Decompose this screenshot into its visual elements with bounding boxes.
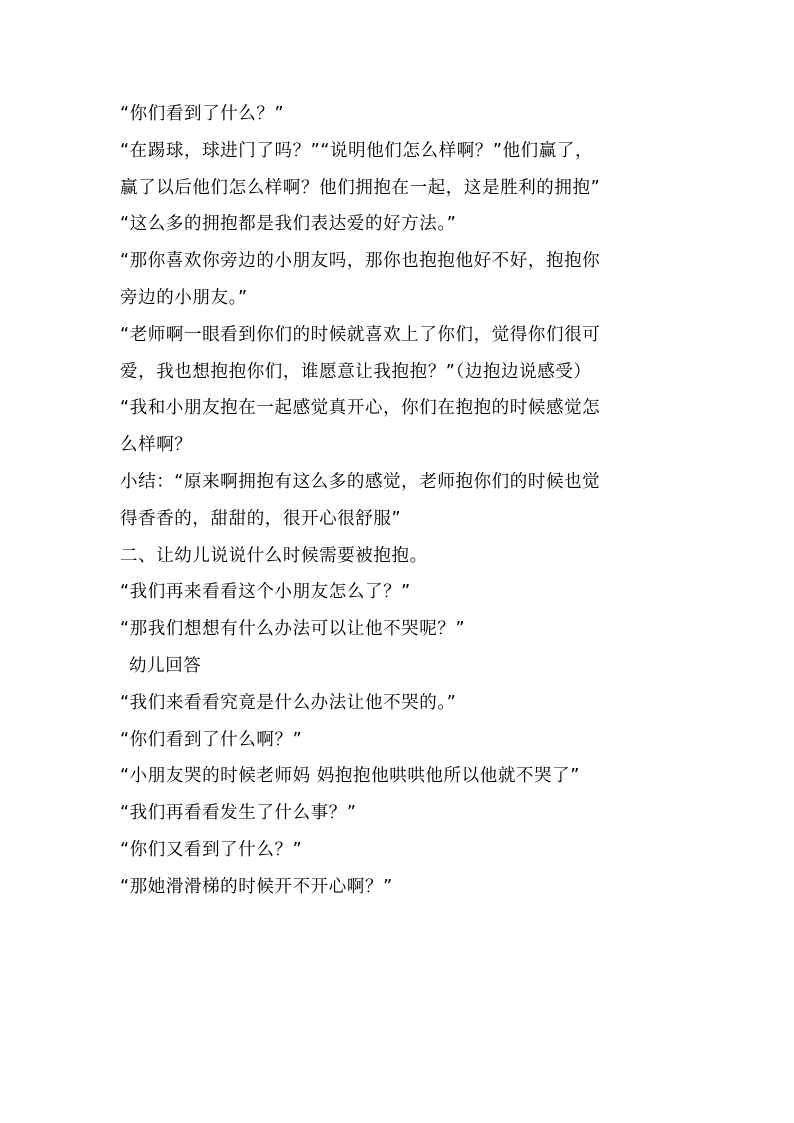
text-line: “那你喜欢你旁边的小朋友吗，那你也抱抱他好不好，抱抱你 [120,251,601,272]
text-line: “我们来看看究竟是什么办法让他不哭的。” [120,692,457,713]
text-line: “我们再来看看这个小朋友怎么了？” [120,582,411,603]
text-line: “那我们想想有什么办法可以让他不哭呢？” [120,619,466,640]
text-line: “我和小朋友抱在一起感觉真开心，你们在抱抱的时候感觉怎 [120,398,601,419]
text-line: 赢了以后他们怎么样啊？他们拥抱在一起，这是胜利的拥抱” [120,177,601,198]
text-line: “你们又看到了什么？” [120,839,303,860]
summary-line: 得香香的，甜甜的，很开心很舒服” [120,508,402,529]
text-line: “你们看到了什么啊？” [120,729,303,750]
text-line: “小朋友哭的时候老师妈 妈抱抱他哄哄他所以他就不哭了” [120,766,580,787]
text-line: “这么多的拥抱都是我们表达爱的好方法。” [120,214,457,235]
document-body [120,96,680,906]
text-line: “你们看到了什么？” [120,104,285,124]
text-line: “我们再看看发生了什么事？” [120,803,357,824]
text-line: “在踢球，球进门了吗？”“说明他们怎么样啊？”他们赢了， [120,140,594,161]
text-line: “老师啊一眼看到你们的时候就喜欢上了你们，觉得你们很可 [120,324,601,345]
text-line: 幼儿回答 [129,655,202,676]
text-line: 么样啊？ [120,435,193,456]
text-line: 旁边的小朋友。” [120,287,248,308]
section-heading: 二、让幼儿说说什么时候需要被抱抱。 [120,545,428,566]
summary-line: 小结：“原来啊拥抱有这么多的感觉，老师抱你们的时候也觉 [120,471,601,492]
text-line: “那她滑滑梯的时候开不开心啊？” [120,876,393,897]
text-line: 爱，我也想抱抱你们，谁愿意让我抱抱？”（边抱边说感受） [120,361,592,382]
